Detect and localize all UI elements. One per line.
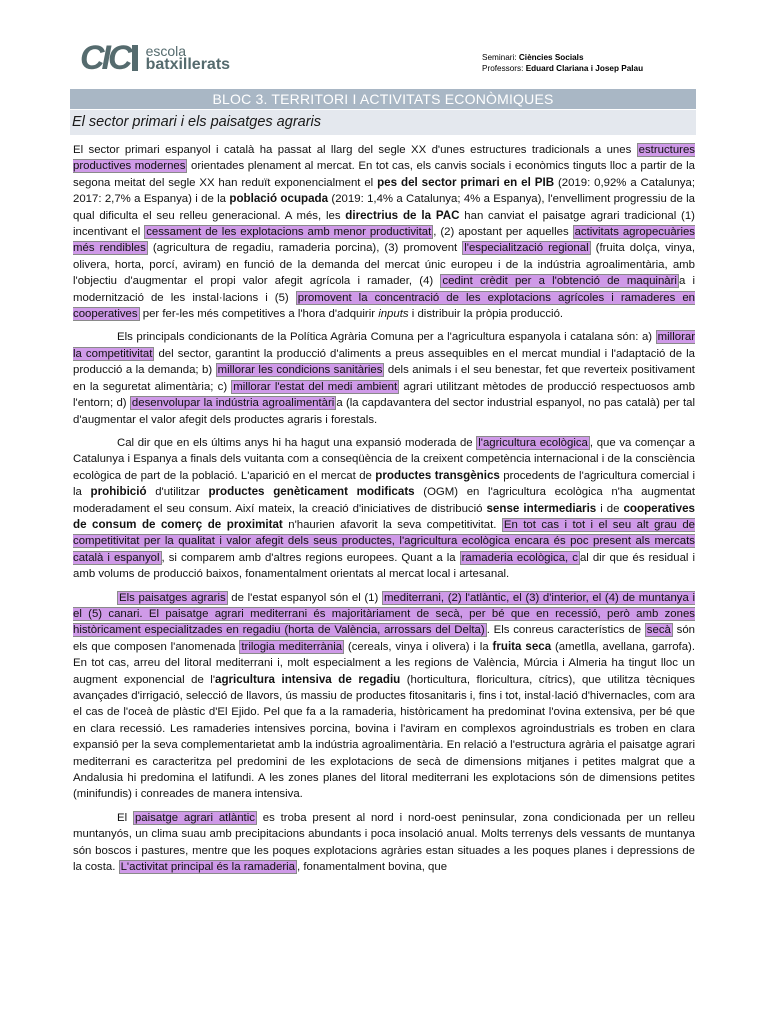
logo-bar bbox=[132, 45, 138, 71]
paragraph-3: Cal dir que en els últims anys hi ha hagut una expansió moderada de l'agricultura ecològica , que va començar a Catalunya i Espanya a finals dels vuitanta com a conseqüència de la creixent competència internacional i de la consciència ecològica de part de la població. L'aparició en el mercat de productes transgènics procedents de l'agricultura comercial i la prohibició d'utilitzar productes genèticament modificats (OGM) en l'agricultura ecològica n'ha augmentat moderadament el seu consum. Així mateix, la creació d'iniciatives de distribució sense intermediaris i de cooperatives de consum de comerç de proximitat n'haurien afavorit la seva competitivitat. En tot cas i tot i el seu alt grau de competitivitat per la qualitat i valor afegit dels seus productes, l'agricultura ecològica encara és poc present als mercats català i espanyol , si comparem amb d'altres regions europees. Quant a la ramaderia ecològica, c al dir que és residual i amb volums de producció baixos, fonamentalment orientats al mercat local i artesanal. bbox=[73, 436, 695, 581]
logo-line1: escola bbox=[145, 43, 187, 59]
school-logo bbox=[80, 39, 231, 77]
seminar-info: Seminari: Ciències Socials Professors: Eduard Clariana i Josep Palau bbox=[482, 53, 644, 73]
paragraph-4: Els paisatges agraris de l'estat espanyol són el (1) mediterrani, (2) l'atlàntic, el (3) d'interior, el (4) de muntanya i el (5) canari. El paisatge agrari mediterrani és majoritàriament de secà, per bé que en recessió, però amb zones històricament especialitzades en regadiu (horta de València, arrossars del Delta) . Els conreus característics de secà són els que composen l'anomenada trilogia mediterrània (cereals, vinya i olivera) i la fruita seca (ametlla, avellana, garrofa). En tot cas, arreu del litoral mediterrani i, molt especialment a les regions de València, Múrcia i Almeria ha tingut lloc un augment exponencial de l'agricultura intensiva de regadiu (horticultura, floricultura, cítrics), que utilitza tècniques avançades d'irrigació, selecció de llavors, ús massiu de productes fitosanitaris i, fins i tot, instal·lació d'hivernacles, com ara el cas de l'oceà de plàstic d'El Ejido. Pel que fa a la ramaderia, històricament ha predominat l'ovina extensiva, per bé que en clara recessió. Les ramaderies intensives porcina, bovina i l'aviram en complexos agroindustrials es troben en clara expansió per la seva complementarietat amb la indústria agroalimentària. En relació a l'estructura agrària el paisatge agrari mediterrani es caracteritza pel predomini de les explotacions de secà de dimensions mitjanes i petites malgrat que a Andalusia hi predomina el latifundi. A les zones planes del litoral mediterrani les explotacions són de dimensions petites (minifundis) i conreades de manera intensiva. bbox=[73, 591, 696, 801]
logo-line2: batxillerats bbox=[145, 56, 231, 73]
body-text bbox=[73, 142, 695, 882]
section-title: El sector primari i els paisatges agraris bbox=[72, 114, 322, 130]
logo-mark: CIC bbox=[80, 39, 130, 77]
paragraph-1: El sector primari espanyol i català ha passat al llarg del segle XX d'unes estructures tradicionals a unes estructures productives modernes orientades plenament al mercat. En tot cas, els canvis socials i econòmics tinguts lloc a partir de la segona meitat del segle XX han reduït exponencialment el pes del sector primari en el PIB (2019: 0,92% a Catalunya; 2017: 2,7% a Espanya) i de la població ocupada (2019: 1,4% a Catalunya; 4% a Espanya), l'envelliment progressiu de la qual dificulta el seu relleu generacional. A més, les directrius de la PAC han canviat el paisatge agrari tradicional (1) incentivant el cessament de les explotacions amb menor productivitat , (2) apostant per aquelles activitats agropecuàries més rendibles (agricultura de regadiu, ramaderia porcina), (3) promovent l'especialització regional (fruita dolça, vinya, olivera, horta, porcí, aviram) en funció de la demanda del mercat únic europeu i de la indústria agroalimentària, amb l'objectiu d'augmentar el propi valor afegit agrícola i ramader, (4) cedint crèdit per a l'obtenció de maquinàri a i modernització de les instal·lacions i (5) promovent la concentració de les explotacions agrícoles i ramaderes en cooperatives per fer-les més competitives a l'hora d'adquirir inputs i distribuir la pròpia producció. bbox=[73, 144, 696, 321]
page-header bbox=[80, 39, 700, 78]
bloc-title: BLOC 3. TERRITORI I ACTIVITATS ECONÒMIQUES bbox=[70, 89, 696, 109]
paragraph-2: Els principals condicionants de la Política Agrària Comuna per a l'agricultura espanyola i catalana són: a) millorar la competitivitat del sector, garantint la producció d'aliments a preus assequibles en el mercat mundial i l'adaptació de la producció a la demanda; b) millorar les condicions sanitàries dels animals i el seu benestar, fet que reverteix positivament en la seguretat alimentària; c) millorar l'estat del medi ambient agrari utilitzant mètodes de producció respectuosos amb l'entorn; d) desenvolupar la indústria agroalimentàri a (la capdavantera del sector industrial espanyol, no pas català) per tal d'augmentar el valor afegit dels productes agraris i forestals. bbox=[73, 331, 695, 426]
paragraph-5: El paisatge agrari atlàntic es troba present al nord i nord-oest peninsular, zona condicionada per un relleu muntanyós, un clima suau amb precipitacions abundants i poca insolació anual. Molts terrenys dels vessants de muntanya són boscos i pastures, mentre que les poques explotacions agràries estan situades a les poques planes i depressions de la costa. L'activitat principal és la ramaderia , fonamentalment bovina, que bbox=[73, 811, 695, 874]
